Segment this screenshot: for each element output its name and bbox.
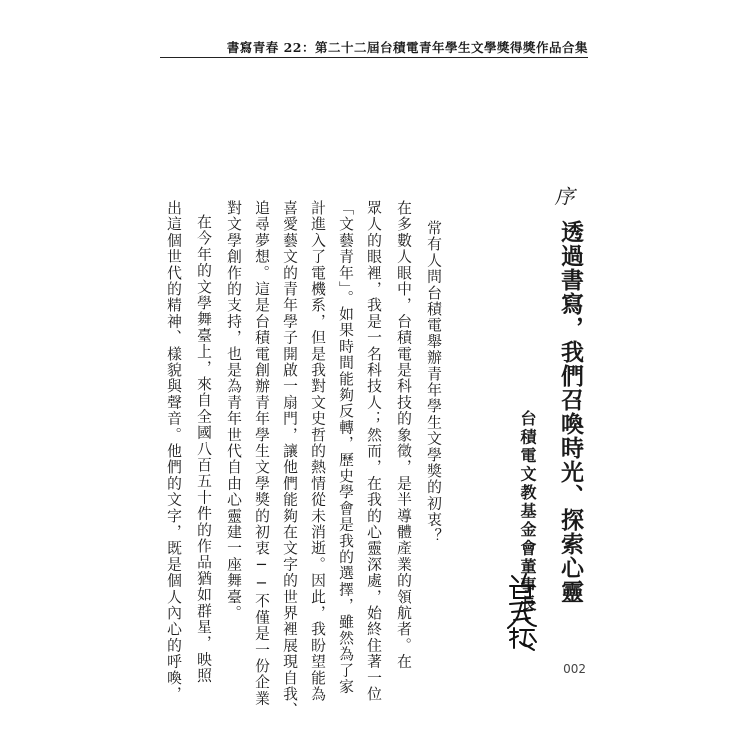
body-line: 在多數人眼中，台積電是科技的象徵，是半導體產業的領航者。在 <box>395 200 412 670</box>
body-line: 計進入了電機系，但是我對文史哲的熱情從未消逝。因此，我盼望能為 <box>309 200 326 703</box>
author-line: 台積電文教基金會董事長 <box>518 410 537 614</box>
preface-title: 透過書寫，我們召喚時光、探索心靈 <box>557 220 583 604</box>
body-line: 常有人問台積電舉辦青年學生文學獎的初衷？ <box>425 220 442 544</box>
body-line: 喜愛藝文的青年學子開啟一扇門，讓他們能夠在文字的世界裡展現自我、 <box>281 200 298 719</box>
running-header: 書寫青春 22：第二十二屆台積電青年學生文學獎得獎作品合集 <box>226 40 588 55</box>
body-line: 眾人的眼裡，我是一名科技人；然而，在我的心靈深處，始終住著一位 <box>365 200 382 703</box>
page-number: 002 <box>563 662 586 676</box>
body-line: 對文學創作的支持，也是為青年世代自由心靈建一座舞臺。 <box>225 200 242 622</box>
header-rule <box>160 57 588 58</box>
body-line: 「文藝青年」。如果時間能夠反轉，歷史學會是我的選擇，雖然為了家 <box>337 200 354 695</box>
signature-icon <box>504 572 540 652</box>
body-line: 在今年的文學舞臺上，來自全國八百五十件的作品猶如群星，映照 <box>195 214 212 684</box>
body-line: 出這個世代的精神、樣貌與聲音。他們的文字，既是個人內心的呼喚， <box>165 200 182 703</box>
body-line: 追尋夢想。這是台積電創辦青年學生文學獎的初衷──不僅是一份企業 <box>253 200 270 707</box>
preface-mark: 序 <box>551 186 575 206</box>
